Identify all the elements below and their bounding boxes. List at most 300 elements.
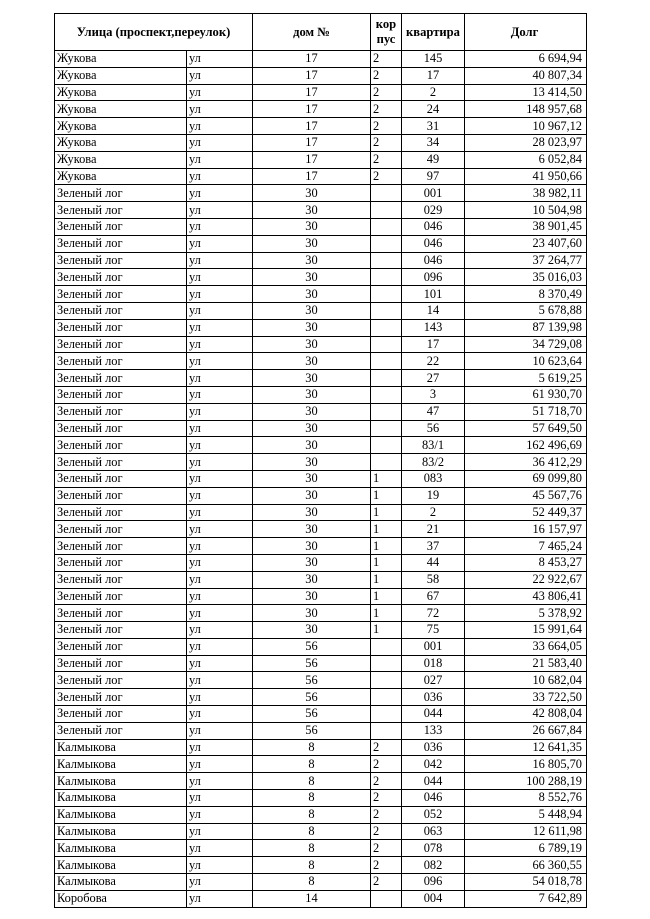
- cell-flat: 078: [402, 840, 465, 857]
- cell-flat: 22: [402, 353, 465, 370]
- table-row: [55, 554, 587, 571]
- cell-korpus: [371, 638, 402, 655]
- cell-street-type: ул: [187, 134, 253, 151]
- cell-street: Зеленый лог: [55, 454, 187, 471]
- table-row: [55, 134, 587, 151]
- cell-house: 17: [253, 67, 371, 84]
- cell-street-type: ул: [187, 235, 253, 252]
- table-row: [55, 487, 587, 504]
- cell-street-type: ул: [187, 622, 253, 639]
- cell-house: 30: [253, 235, 371, 252]
- cell-flat: 042: [402, 756, 465, 773]
- table-row: [55, 571, 587, 588]
- cell-debt: 23 407,60: [465, 235, 587, 252]
- cell-flat: 101: [402, 286, 465, 303]
- cell-debt: 33 722,50: [465, 689, 587, 706]
- cell-flat: 044: [402, 773, 465, 790]
- table-row: [55, 84, 587, 101]
- cell-street: Зеленый лог: [55, 353, 187, 370]
- cell-korpus: 1: [371, 588, 402, 605]
- cell-debt: 66 360,55: [465, 857, 587, 874]
- cell-flat: 029: [402, 202, 465, 219]
- table-row: [55, 403, 587, 420]
- table-row: [55, 722, 587, 739]
- header-row: [55, 14, 587, 51]
- header-street: Улица (проспект,переулок): [55, 14, 253, 51]
- cell-korpus: [371, 353, 402, 370]
- cell-debt: 28 023,97: [465, 134, 587, 151]
- cell-korpus: [371, 319, 402, 336]
- cell-house: 30: [253, 353, 371, 370]
- cell-korpus: 1: [371, 470, 402, 487]
- table-row: [55, 302, 587, 319]
- cell-house: 8: [253, 857, 371, 874]
- cell-street: Зеленый лог: [55, 269, 187, 286]
- cell-street-type: ул: [187, 840, 253, 857]
- cell-flat: 044: [402, 706, 465, 723]
- table-row: [55, 504, 587, 521]
- cell-debt: 40 807,34: [465, 67, 587, 84]
- cell-street-type: ул: [187, 605, 253, 622]
- cell-debt: 41 950,66: [465, 168, 587, 185]
- cell-debt: 8 370,49: [465, 286, 587, 303]
- cell-flat: 83/2: [402, 454, 465, 471]
- cell-street: Зеленый лог: [55, 504, 187, 521]
- table-row: [55, 286, 587, 303]
- table-row: [55, 118, 587, 135]
- cell-korpus: 1: [371, 622, 402, 639]
- table-row: [55, 353, 587, 370]
- cell-flat: 17: [402, 336, 465, 353]
- cell-house: 8: [253, 874, 371, 891]
- cell-street: Калмыкова: [55, 739, 187, 756]
- cell-korpus: 2: [371, 168, 402, 185]
- cell-flat: 21: [402, 521, 465, 538]
- cell-street: Зеленый лог: [55, 437, 187, 454]
- cell-debt: 51 718,70: [465, 403, 587, 420]
- cell-debt: 45 567,76: [465, 487, 587, 504]
- table-row: [55, 857, 587, 874]
- table-row: [55, 689, 587, 706]
- cell-flat: 046: [402, 790, 465, 807]
- cell-street: Зеленый лог: [55, 655, 187, 672]
- cell-debt: 42 808,04: [465, 706, 587, 723]
- cell-street-type: ул: [187, 202, 253, 219]
- cell-flat: 58: [402, 571, 465, 588]
- cell-korpus: [371, 252, 402, 269]
- cell-flat: 97: [402, 168, 465, 185]
- cell-korpus: 2: [371, 823, 402, 840]
- table-row: [55, 202, 587, 219]
- cell-street: Зеленый лог: [55, 638, 187, 655]
- header-house: дом №: [253, 14, 371, 51]
- cell-street: Жукова: [55, 51, 187, 68]
- cell-street-type: ул: [187, 823, 253, 840]
- cell-korpus: 2: [371, 756, 402, 773]
- cell-house: 56: [253, 706, 371, 723]
- cell-street: Зеленый лог: [55, 286, 187, 303]
- cell-korpus: [371, 185, 402, 202]
- cell-house: 8: [253, 739, 371, 756]
- table-row: [55, 168, 587, 185]
- table-row: [55, 672, 587, 689]
- cell-house: 30: [253, 269, 371, 286]
- cell-street-type: ул: [187, 420, 253, 437]
- cell-flat: 14: [402, 302, 465, 319]
- cell-street: Зеленый лог: [55, 554, 187, 571]
- cell-house: 30: [253, 437, 371, 454]
- cell-street-type: ул: [187, 185, 253, 202]
- cell-street: Жукова: [55, 118, 187, 135]
- cell-street: Жукова: [55, 151, 187, 168]
- cell-street: Зеленый лог: [55, 588, 187, 605]
- table-row: [55, 151, 587, 168]
- cell-korpus: 2: [371, 790, 402, 807]
- cell-flat: 001: [402, 185, 465, 202]
- cell-debt: 6 052,84: [465, 151, 587, 168]
- cell-korpus: 2: [371, 151, 402, 168]
- cell-korpus: 2: [371, 67, 402, 84]
- cell-house: 30: [253, 521, 371, 538]
- cell-debt: 5 619,25: [465, 370, 587, 387]
- cell-debt: 61 930,70: [465, 386, 587, 403]
- cell-house: 8: [253, 756, 371, 773]
- cell-debt: 37 264,77: [465, 252, 587, 269]
- cell-flat: 3: [402, 386, 465, 403]
- cell-street-type: ул: [187, 538, 253, 555]
- cell-korpus: [371, 672, 402, 689]
- table-row: [55, 101, 587, 118]
- cell-street-type: ул: [187, 319, 253, 336]
- cell-debt: 10 682,04: [465, 672, 587, 689]
- cell-korpus: 2: [371, 857, 402, 874]
- cell-debt: 69 099,80: [465, 470, 587, 487]
- cell-korpus: [371, 722, 402, 739]
- header-debt: Долг: [465, 14, 587, 51]
- cell-street-type: ул: [187, 470, 253, 487]
- cell-street-type: ул: [187, 655, 253, 672]
- cell-flat: 24: [402, 101, 465, 118]
- cell-house: 30: [253, 386, 371, 403]
- cell-house: 8: [253, 840, 371, 857]
- cell-flat: 004: [402, 890, 465, 907]
- cell-debt: 7 642,89: [465, 890, 587, 907]
- table-row: [55, 454, 587, 471]
- cell-house: 56: [253, 672, 371, 689]
- cell-house: 30: [253, 185, 371, 202]
- cell-debt: 33 664,05: [465, 638, 587, 655]
- cell-street-type: ул: [187, 151, 253, 168]
- table-row: [55, 386, 587, 403]
- header-flat: квартира: [402, 14, 465, 51]
- cell-korpus: [371, 420, 402, 437]
- table-row: [55, 521, 587, 538]
- cell-flat: 018: [402, 655, 465, 672]
- cell-korpus: [371, 454, 402, 471]
- cell-debt: 54 018,78: [465, 874, 587, 891]
- cell-flat: 133: [402, 722, 465, 739]
- cell-house: 30: [253, 605, 371, 622]
- cell-house: 17: [253, 101, 371, 118]
- cell-street: Зеленый лог: [55, 386, 187, 403]
- cell-house: 56: [253, 655, 371, 672]
- cell-flat: 2: [402, 84, 465, 101]
- cell-korpus: [371, 655, 402, 672]
- cell-flat: 34: [402, 134, 465, 151]
- cell-korpus: [371, 370, 402, 387]
- cell-korpus: 1: [371, 605, 402, 622]
- cell-korpus: [371, 706, 402, 723]
- cell-street-type: ул: [187, 689, 253, 706]
- cell-flat: 063: [402, 823, 465, 840]
- cell-house: 30: [253, 252, 371, 269]
- cell-house: 30: [253, 554, 371, 571]
- cell-house: 30: [253, 470, 371, 487]
- cell-house: 30: [253, 370, 371, 387]
- cell-house: 17: [253, 51, 371, 68]
- cell-street: Жукова: [55, 134, 187, 151]
- cell-street-type: ул: [187, 218, 253, 235]
- cell-street-type: ул: [187, 571, 253, 588]
- table-row: [55, 840, 587, 857]
- cell-korpus: [371, 202, 402, 219]
- cell-debt: 8 453,27: [465, 554, 587, 571]
- cell-korpus: 2: [371, 84, 402, 101]
- cell-street: Зеленый лог: [55, 672, 187, 689]
- cell-street: Зеленый лог: [55, 302, 187, 319]
- cell-street-type: ул: [187, 504, 253, 521]
- cell-debt: 6 789,19: [465, 840, 587, 857]
- table-row: [55, 538, 587, 555]
- cell-street-type: ул: [187, 672, 253, 689]
- table-row: [55, 706, 587, 723]
- cell-korpus: [371, 336, 402, 353]
- cell-street-type: ул: [187, 756, 253, 773]
- cell-korpus: 2: [371, 101, 402, 118]
- table-row: [55, 739, 587, 756]
- table-row: [55, 420, 587, 437]
- table-body: [55, 51, 587, 908]
- cell-street: Коробова: [55, 890, 187, 907]
- table-row: [55, 319, 587, 336]
- cell-street-type: ул: [187, 739, 253, 756]
- cell-street-type: ул: [187, 269, 253, 286]
- cell-street-type: ул: [187, 588, 253, 605]
- table-row: [55, 874, 587, 891]
- cell-debt: 35 016,03: [465, 269, 587, 286]
- cell-flat: 096: [402, 874, 465, 891]
- cell-debt: 34 729,08: [465, 336, 587, 353]
- table-row: [55, 336, 587, 353]
- cell-debt: 43 806,41: [465, 588, 587, 605]
- cell-street-type: ул: [187, 286, 253, 303]
- table-row: [55, 470, 587, 487]
- cell-flat: 75: [402, 622, 465, 639]
- cell-street: Зеленый лог: [55, 722, 187, 739]
- cell-flat: 27: [402, 370, 465, 387]
- cell-korpus: 2: [371, 118, 402, 135]
- cell-debt: 16 805,70: [465, 756, 587, 773]
- cell-street-type: ул: [187, 370, 253, 387]
- cell-house: 8: [253, 773, 371, 790]
- cell-house: 30: [253, 403, 371, 420]
- cell-korpus: [371, 235, 402, 252]
- cell-korpus: [371, 403, 402, 420]
- table-row: [55, 235, 587, 252]
- cell-korpus: 1: [371, 521, 402, 538]
- cell-street: Зеленый лог: [55, 521, 187, 538]
- table-row: [55, 252, 587, 269]
- table-row: [55, 890, 587, 907]
- cell-street: Зеленый лог: [55, 420, 187, 437]
- cell-street: Калмыкова: [55, 756, 187, 773]
- cell-flat: 143: [402, 319, 465, 336]
- cell-house: 30: [253, 588, 371, 605]
- table-row: [55, 790, 587, 807]
- cell-street-type: ул: [187, 403, 253, 420]
- cell-house: 30: [253, 538, 371, 555]
- cell-debt: 87 139,98: [465, 319, 587, 336]
- cell-flat: 096: [402, 269, 465, 286]
- table-row: [55, 218, 587, 235]
- cell-debt: 12 611,98: [465, 823, 587, 840]
- cell-flat: 052: [402, 806, 465, 823]
- cell-flat: 67: [402, 588, 465, 605]
- cell-street-type: ул: [187, 806, 253, 823]
- cell-street-type: ул: [187, 790, 253, 807]
- cell-street: Зеленый лог: [55, 605, 187, 622]
- cell-debt: 6 694,94: [465, 51, 587, 68]
- table-row: [55, 823, 587, 840]
- cell-flat: 046: [402, 218, 465, 235]
- cell-debt: 36 412,29: [465, 454, 587, 471]
- cell-street: Зеленый лог: [55, 538, 187, 555]
- cell-flat: 19: [402, 487, 465, 504]
- cell-flat: 036: [402, 739, 465, 756]
- cell-street-type: ул: [187, 773, 253, 790]
- cell-street: Калмыкова: [55, 806, 187, 823]
- cell-korpus: [371, 286, 402, 303]
- cell-house: 14: [253, 890, 371, 907]
- cell-house: 30: [253, 336, 371, 353]
- table-row: [55, 269, 587, 286]
- cell-flat: 83/1: [402, 437, 465, 454]
- cell-flat: 046: [402, 252, 465, 269]
- cell-korpus: 2: [371, 806, 402, 823]
- cell-street-type: ул: [187, 437, 253, 454]
- cell-street-type: ул: [187, 857, 253, 874]
- cell-house: 30: [253, 420, 371, 437]
- cell-debt: 5 378,92: [465, 605, 587, 622]
- table-row: [55, 638, 587, 655]
- cell-debt: 12 641,35: [465, 739, 587, 756]
- cell-house: 56: [253, 638, 371, 655]
- cell-korpus: [371, 269, 402, 286]
- table-row: [55, 605, 587, 622]
- cell-street-type: ул: [187, 118, 253, 135]
- cell-street: Зеленый лог: [55, 689, 187, 706]
- cell-house: 17: [253, 168, 371, 185]
- cell-street: Калмыкова: [55, 840, 187, 857]
- cell-debt: 7 465,24: [465, 538, 587, 555]
- cell-street: Зеленый лог: [55, 403, 187, 420]
- cell-korpus: [371, 218, 402, 235]
- cell-street: Зеленый лог: [55, 235, 187, 252]
- cell-flat: 72: [402, 605, 465, 622]
- cell-house: 30: [253, 454, 371, 471]
- cell-house: 30: [253, 487, 371, 504]
- cell-house: 30: [253, 504, 371, 521]
- cell-street-type: ул: [187, 722, 253, 739]
- cell-debt: 5 448,94: [465, 806, 587, 823]
- cell-street-type: ул: [187, 454, 253, 471]
- cell-street-type: ул: [187, 84, 253, 101]
- cell-house: 8: [253, 790, 371, 807]
- cell-flat: 31: [402, 118, 465, 135]
- cell-debt: 5 678,88: [465, 302, 587, 319]
- cell-debt: 100 288,19: [465, 773, 587, 790]
- cell-debt: 16 157,97: [465, 521, 587, 538]
- header-korpus: кор пус: [371, 14, 402, 51]
- cell-street-type: ул: [187, 706, 253, 723]
- cell-house: 17: [253, 151, 371, 168]
- cell-flat: 49: [402, 151, 465, 168]
- cell-korpus: 1: [371, 554, 402, 571]
- cell-house: 30: [253, 286, 371, 303]
- table-row: [55, 51, 587, 68]
- cell-street-type: ул: [187, 302, 253, 319]
- table-row: [55, 756, 587, 773]
- cell-street: Калмыкова: [55, 857, 187, 874]
- cell-korpus: [371, 302, 402, 319]
- cell-korpus: 1: [371, 571, 402, 588]
- cell-debt: 52 449,37: [465, 504, 587, 521]
- cell-korpus: 2: [371, 874, 402, 891]
- cell-house: 30: [253, 571, 371, 588]
- cell-street: Зеленый лог: [55, 706, 187, 723]
- cell-flat: 44: [402, 554, 465, 571]
- table-row: [55, 806, 587, 823]
- cell-house: 30: [253, 302, 371, 319]
- table-row: [55, 773, 587, 790]
- cell-street: Зеленый лог: [55, 202, 187, 219]
- cell-street: Жукова: [55, 168, 187, 185]
- cell-korpus: 2: [371, 51, 402, 68]
- cell-debt: 38 982,11: [465, 185, 587, 202]
- cell-street: Калмыкова: [55, 823, 187, 840]
- cell-street: Жукова: [55, 84, 187, 101]
- cell-house: 30: [253, 202, 371, 219]
- cell-flat: 56: [402, 420, 465, 437]
- table-row: [55, 588, 587, 605]
- cell-house: 56: [253, 689, 371, 706]
- cell-debt: 26 667,84: [465, 722, 587, 739]
- cell-debt: 8 552,76: [465, 790, 587, 807]
- cell-street-type: ул: [187, 168, 253, 185]
- cell-debt: 10 967,12: [465, 118, 587, 135]
- cell-korpus: [371, 890, 402, 907]
- cell-street-type: ул: [187, 336, 253, 353]
- cell-street: Зеленый лог: [55, 185, 187, 202]
- cell-flat: 036: [402, 689, 465, 706]
- cell-house: 17: [253, 84, 371, 101]
- cell-house: 30: [253, 218, 371, 235]
- cell-flat: 083: [402, 470, 465, 487]
- cell-street-type: ул: [187, 386, 253, 403]
- cell-debt: 21 583,40: [465, 655, 587, 672]
- cell-korpus: 1: [371, 487, 402, 504]
- cell-flat: 046: [402, 235, 465, 252]
